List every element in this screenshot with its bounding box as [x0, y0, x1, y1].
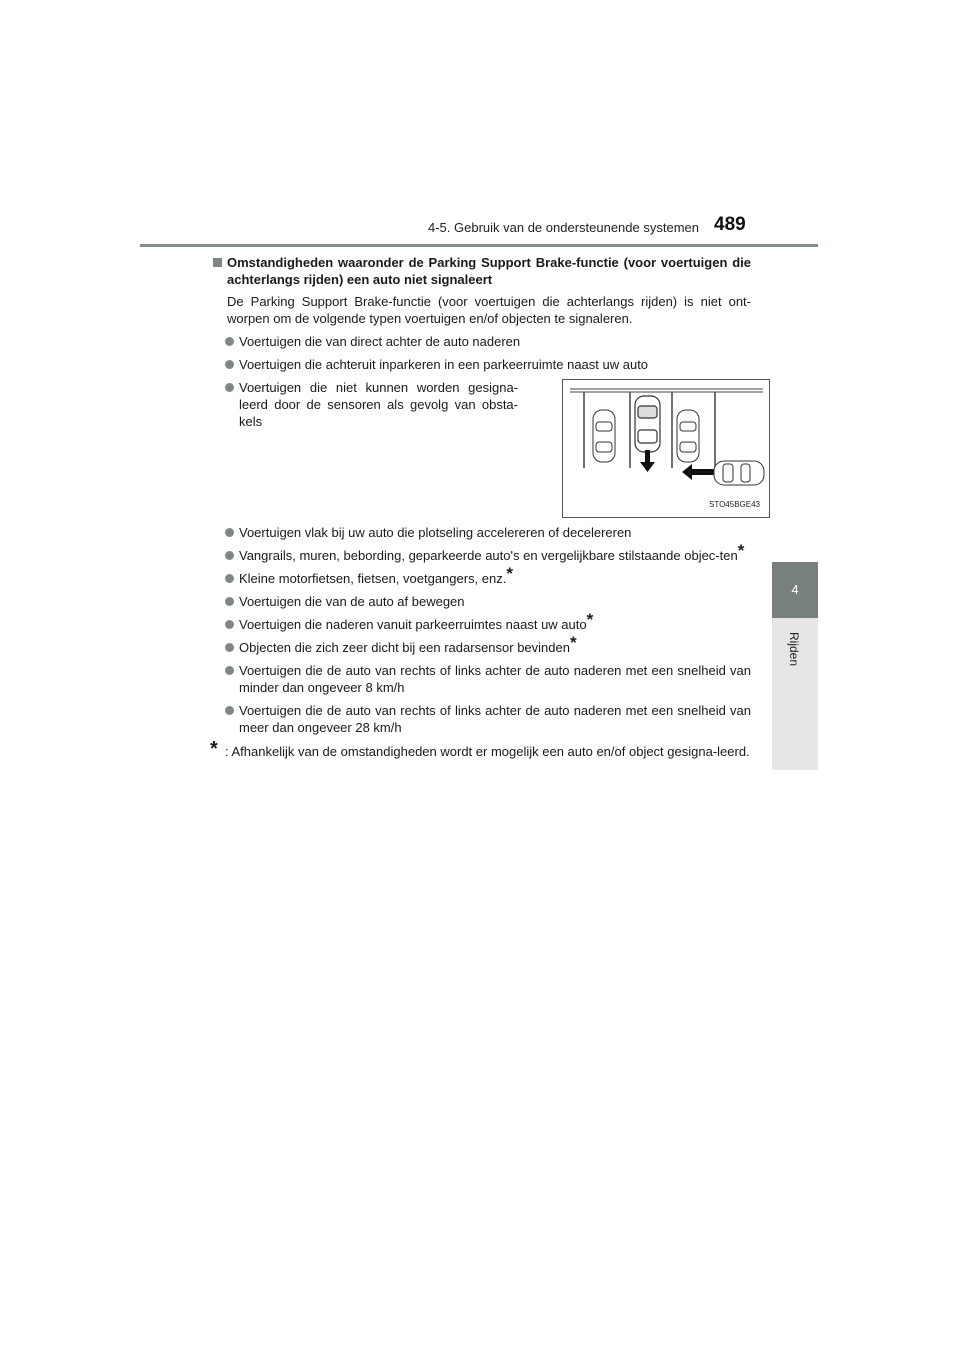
footnote-star: * — [506, 564, 514, 583]
arrow-down-icon — [640, 450, 655, 472]
footnote — [210, 738, 751, 762]
parked-car-left — [593, 410, 615, 462]
header-rule — [140, 244, 818, 247]
list-item-text: Voertuigen die van direct achter de auto naderen — [239, 334, 521, 349]
list-item — [213, 593, 751, 610]
list-item — [213, 610, 751, 633]
bullet-dot-icon — [225, 337, 234, 346]
list-item — [213, 662, 751, 696]
list-item — [213, 564, 751, 587]
list-item-text: Voertuigen die van de auto af bewegen — [239, 594, 465, 609]
list-item-text: Vangrails, muren, bebording, geparkeerde auto's en vergelijkbare stilstaande objec-ten — [239, 548, 738, 563]
chapter-number: 4 — [791, 582, 799, 597]
footnote-text: : Afhankelijk van de omstandigheden wordt er mogelijk een auto en/of object gesigna-leerd. — [225, 744, 750, 759]
list-item-text: Voertuigen die de auto van rechts of links achter de auto naderen met een snelheid van minder dan ongeveer 8 km/h — [239, 663, 751, 695]
footnote-star: * — [586, 610, 594, 629]
list-item — [213, 524, 751, 541]
list-item-text: Voertuigen die naderen vanuit parkeerruimtes naast uw auto — [239, 617, 587, 632]
arrow-left-icon — [682, 464, 714, 480]
chapter-tab — [772, 562, 818, 618]
list-item — [213, 333, 751, 350]
footnote-star: * — [569, 633, 577, 652]
square-bullet-icon — [213, 258, 222, 267]
figure-code: STO45BGE43 — [709, 500, 760, 509]
list-item — [213, 356, 751, 373]
list-item-text: Voertuigen die de auto van rechts of links achter de auto naderen met een snelheid van meer dan ongeveer 28 km/h — [239, 703, 751, 735]
bullet-dot-icon — [225, 620, 234, 629]
section-title: 4-5. Gebruik van de ondersteunende systemen — [427, 220, 699, 235]
bullet-dot-icon — [225, 597, 234, 606]
reversing-car — [635, 396, 660, 452]
bullet-dot-icon — [225, 706, 234, 715]
footnote-star: * — [737, 541, 745, 560]
intro-paragraph: De Parking Support Brake-functie (voor voertuigen die achterlangs rijden) is niet ont-worpen om de volgende typen voertuigen en/of objecten te signaleren. — [227, 294, 751, 326]
bullet-dot-icon — [225, 528, 234, 537]
list-item-text: Voertuigen die niet kunnen worden gesigna-leerd door de sensoren als gevolg van obsta-kels — [239, 380, 518, 429]
bullet-dot-icon — [225, 383, 234, 392]
main-content — [210, 254, 760, 762]
bullet-dot-icon — [225, 574, 234, 583]
parked-car-right — [677, 410, 699, 462]
chapter-label: Rijden — [787, 632, 801, 667]
footnote-star-mark: * — [210, 738, 218, 760]
list-item-text: Voertuigen die achteruit inparkeren in een parkeerruimte naast uw auto — [239, 357, 649, 372]
list-item — [213, 702, 751, 736]
bullet-dot-icon — [225, 643, 234, 652]
section-heading — [213, 254, 751, 288]
bullet-dot-icon — [225, 551, 234, 560]
bullet-dot-icon — [225, 666, 234, 675]
list-item — [213, 541, 751, 564]
bullet-dot-icon — [225, 360, 234, 369]
list-item — [213, 379, 518, 518]
figure-row — [213, 379, 760, 518]
list-item-text: Objecten die zich zeer dicht bij een radarsensor bevinden — [239, 640, 570, 655]
parking-illustration — [562, 379, 770, 518]
list-item-text: Kleine motorfietsen, fietsen, voetgangers, enz. — [239, 571, 507, 586]
list-item — [213, 633, 751, 656]
heading-text: Omstandigheden waaronder de Parking Support Brake-functie (voor voertuigen die achterlangs rijden) een auto niet signaleert — [227, 255, 751, 287]
list-item-text: Voertuigen vlak bij uw auto die plotseling accelereren of decelereren — [239, 525, 632, 540]
page-number: 489 — [714, 214, 746, 235]
approaching-car — [714, 461, 764, 485]
